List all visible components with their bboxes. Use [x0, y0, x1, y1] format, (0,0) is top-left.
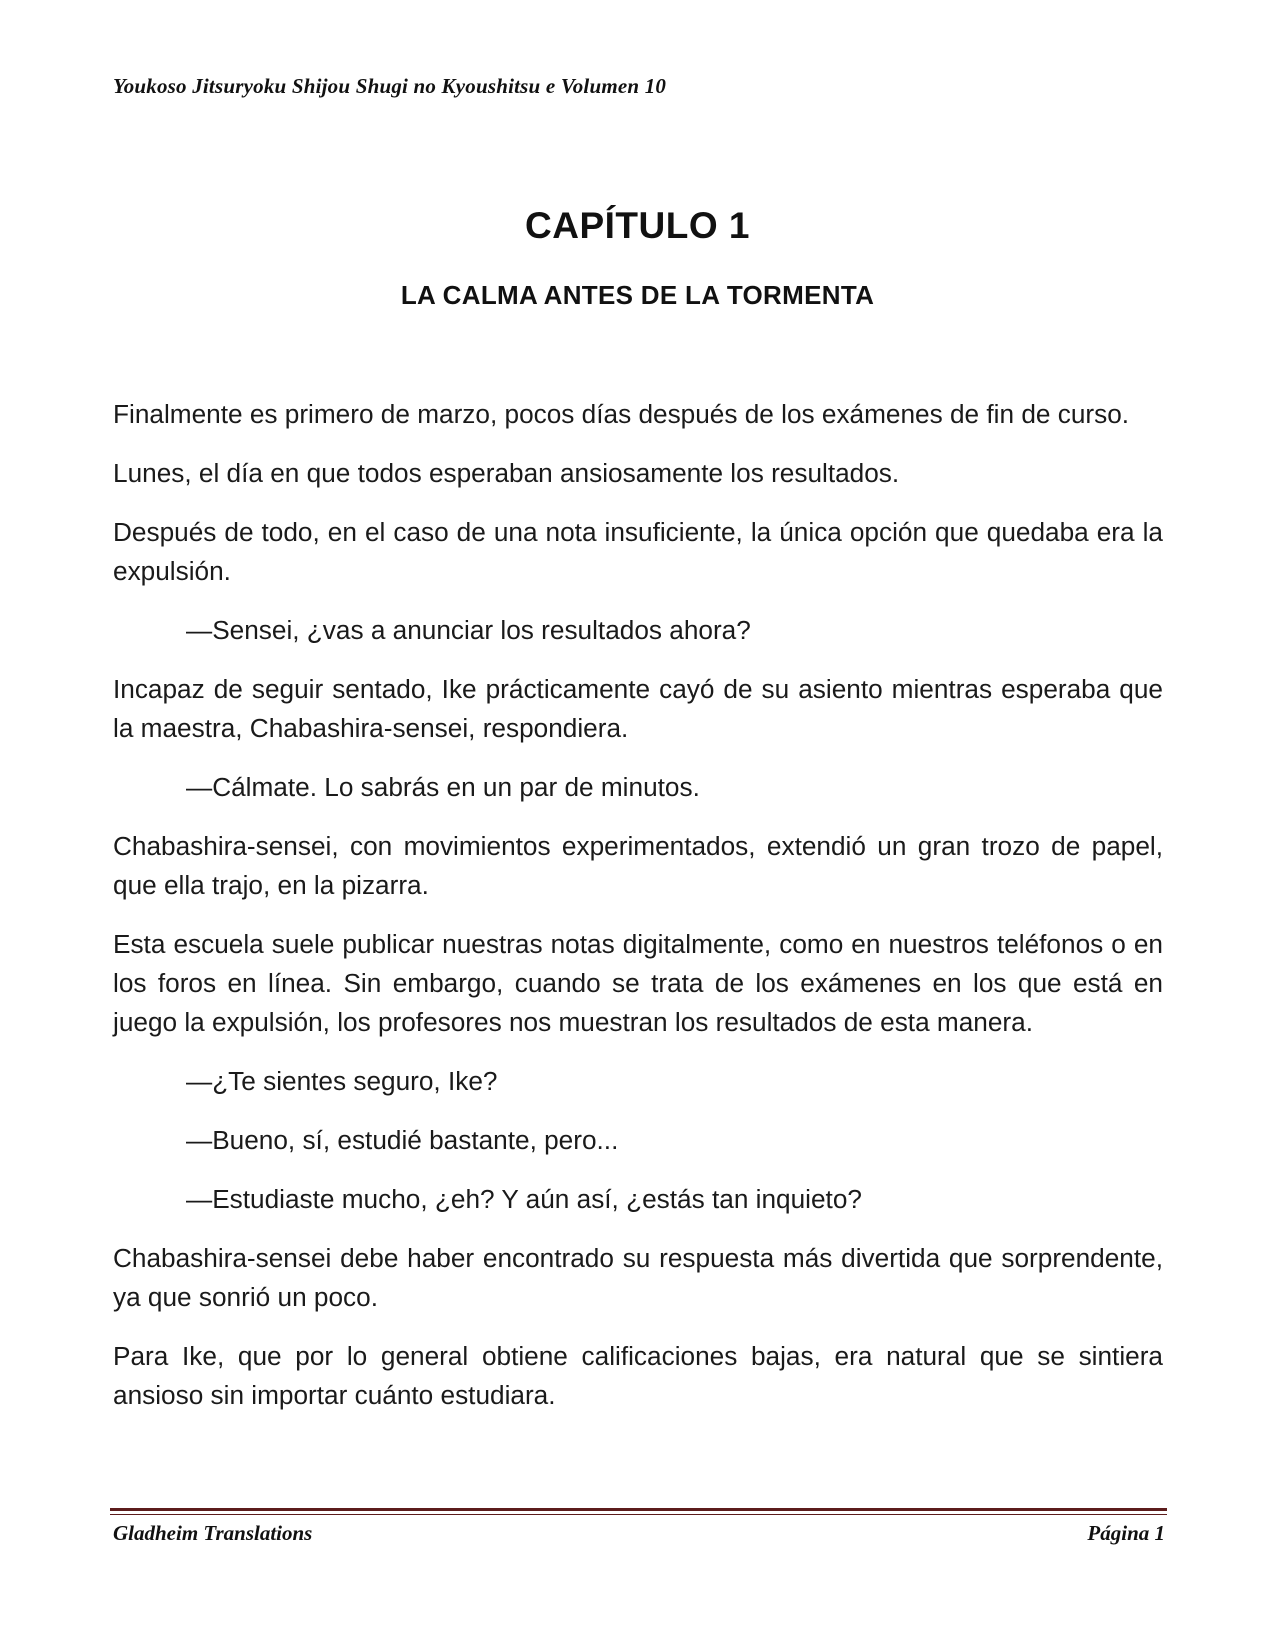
dialogue-line: —Sensei, ¿vas a anunciar los resultados ahora?	[186, 615, 751, 645]
dialogue-line: —Estudiaste mucho, ¿eh? Y aún así, ¿estás tan inquieto?	[186, 1184, 862, 1214]
chapter-subtitle: LA CALMA ANTES DE LA TORMENTA	[400, 280, 875, 310]
paragraph: Para Ike, que por lo general obtiene calificaciones bajas, era natural que se sintiera ansioso sin importar cuánto estudiara.	[113, 1341, 1163, 1410]
dialogue-line: —Bueno, sí, estudié bastante, pero...	[186, 1125, 619, 1155]
dialogue-line: —¿Te sientes seguro, Ike?	[186, 1066, 498, 1096]
footer-page-number: Página 1	[1087, 1521, 1165, 1545]
body-text	[113, 395, 1163, 1435]
paragraph: Lunes, el día en que todos esperaban ansiosamente los resultados.	[113, 458, 900, 488]
paragraph: Esta escuela suele publicar nuestras notas digitalmente, como en nuestros teléfonos o en los foros en línea. Sin embargo, cuando se trata de los exámenes en los que está en juego la expulsión, los profesores nos muestran los resultados de esta manera.	[113, 929, 1163, 1037]
footer-translator: Gladheim Translations	[113, 1521, 313, 1545]
footer-divider-thin	[110, 1514, 1167, 1515]
chapter-title: CAPÍTULO 1	[525, 205, 750, 246]
footer-divider	[110, 1508, 1167, 1511]
running-header: Youkoso Jitsuryoku Shijou Shugi no Kyoushitsu e Volumen 10	[113, 74, 667, 98]
paragraph: Incapaz de seguir sentado, Ike prácticamente cayó de su asiento mientras esperaba que la maestra, Chabashira-sensei, respondiera.	[113, 674, 1163, 743]
dialogue-line: —Cálmate. Lo sabrás en un par de minutos.	[186, 772, 700, 802]
paragraph: Chabashira-sensei, con movimientos experimentados, extendió un gran trozo de papel, que ella trajo, en la pizarra.	[113, 831, 1163, 900]
paragraph: Después de todo, en el caso de una nota insuficiente, la única opción que quedaba era la expulsión.	[113, 517, 1163, 586]
paragraph: Chabashira-sensei debe haber encontrado su respuesta más divertida que sorprendente, ya que sonrió un poco.	[113, 1243, 1163, 1312]
paragraph: Finalmente es primero de marzo, pocos días después de los exámenes de fin de curso.	[113, 399, 1130, 429]
